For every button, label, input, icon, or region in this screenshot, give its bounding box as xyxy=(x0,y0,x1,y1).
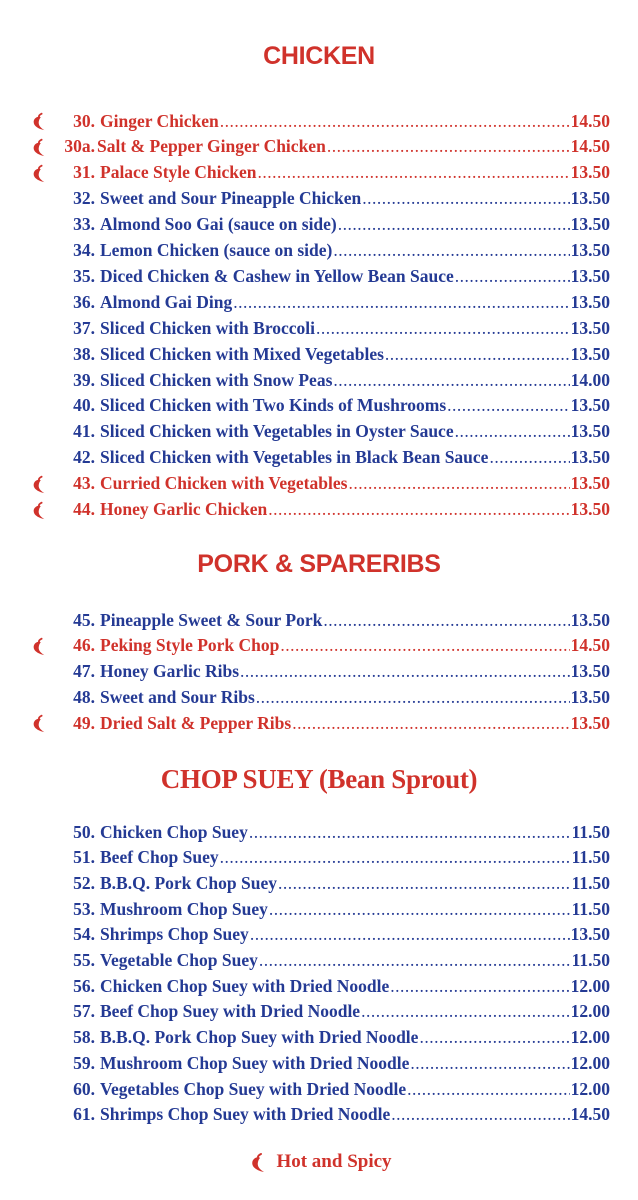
item-name: Sweet and Sour Pineapple Chicken xyxy=(100,188,362,209)
item-name: Pineapple Sweet & Sour Pork xyxy=(100,609,323,630)
dot-leader xyxy=(327,136,570,157)
item-price: 13.50 xyxy=(570,343,610,364)
item-price: 13.50 xyxy=(570,214,610,235)
menu-item xyxy=(28,162,610,184)
item-name: Shrimps Chop Suey xyxy=(100,924,249,945)
menu-item xyxy=(28,924,610,946)
dot-leader xyxy=(269,899,571,920)
menu-item xyxy=(28,110,610,132)
item-number: 46. xyxy=(73,635,95,656)
dot-leader xyxy=(280,635,569,656)
menu-item xyxy=(28,872,610,894)
item-price: 14.00 xyxy=(570,369,610,390)
pepper-slot xyxy=(28,1027,54,1049)
menu-item xyxy=(28,609,610,631)
item-name: Lemon Chicken (sauce on side) xyxy=(100,240,333,260)
item-price: 13.50 xyxy=(570,473,610,494)
item-price: 14.50 xyxy=(570,110,610,131)
dot-leader xyxy=(385,344,570,365)
item-price: 13.50 xyxy=(570,188,610,209)
item-price: 13.50 xyxy=(570,317,610,338)
item-price: 12.00 xyxy=(570,1052,610,1073)
item-price: 11.50 xyxy=(571,898,610,919)
pepper-slot xyxy=(28,343,54,365)
item-price: 11.50 xyxy=(571,847,610,868)
item-price: 11.50 xyxy=(571,821,610,842)
dot-leader xyxy=(249,822,571,843)
menu-item xyxy=(28,421,610,443)
item-price: 13.50 xyxy=(570,661,610,682)
menu-item xyxy=(28,847,610,869)
item-name: Mushroom Chop Suey xyxy=(100,898,268,919)
dot-leader xyxy=(220,847,571,868)
dot-leader xyxy=(407,1079,570,1100)
item-price: 13.50 xyxy=(570,421,610,442)
pepper-slot xyxy=(28,421,54,443)
menu-item xyxy=(28,499,610,521)
item-price: 12.00 xyxy=(570,975,610,996)
dot-leader xyxy=(419,1027,569,1048)
dot-leader xyxy=(338,214,570,235)
item-number: 61. xyxy=(73,1104,95,1125)
item-price: 13.50 xyxy=(570,240,610,260)
item-name: Vegetables Chop Suey with Dried Noodle xyxy=(100,1078,407,1099)
chili-pepper-icon xyxy=(28,473,54,495)
menu-item xyxy=(28,898,610,920)
item-number: 44. xyxy=(73,499,95,519)
menu-item xyxy=(28,291,610,313)
item-number: 36. xyxy=(73,291,95,312)
pepper-slot xyxy=(28,1052,54,1074)
menu-item xyxy=(28,1001,610,1023)
pepper-slot xyxy=(28,395,54,417)
legend-label: Hot and Spicy xyxy=(276,1151,392,1172)
dot-leader xyxy=(316,318,570,339)
menu-item xyxy=(28,686,610,708)
pepper-slot xyxy=(28,847,54,869)
menu-item xyxy=(28,635,610,657)
pepper-slot xyxy=(28,240,54,262)
item-number: 50. xyxy=(73,821,95,842)
item-number: 34. xyxy=(73,240,95,260)
item-number: 53. xyxy=(73,898,95,919)
menu-item xyxy=(28,950,610,972)
item-number: 56. xyxy=(73,975,95,996)
item-number: 39. xyxy=(73,369,95,390)
item-number: 51. xyxy=(73,847,95,868)
dot-leader xyxy=(455,421,570,442)
dot-leader xyxy=(391,1104,569,1125)
item-price: 13.50 xyxy=(570,924,610,945)
item-number: 30a. xyxy=(64,136,95,157)
menu-item xyxy=(28,214,610,236)
chili-pepper-icon xyxy=(28,162,54,184)
dot-leader xyxy=(250,924,570,945)
item-price: 13.50 xyxy=(570,499,610,519)
item-price: 12.00 xyxy=(570,1001,610,1022)
item-number: 49. xyxy=(73,712,95,733)
pepper-slot xyxy=(28,821,54,843)
item-number: 31. xyxy=(73,162,95,183)
dot-leader xyxy=(323,610,569,631)
dot-leader xyxy=(259,950,571,971)
pepper-slot xyxy=(28,872,54,894)
dot-leader xyxy=(258,162,570,183)
menu-item xyxy=(28,369,610,391)
item-name: Dried Salt & Pepper Ribs xyxy=(100,712,292,733)
item-number: 48. xyxy=(73,686,95,707)
item-name: B.B.Q. Pork Chop Suey xyxy=(100,872,277,893)
item-number: 30. xyxy=(73,110,95,131)
menu-item xyxy=(28,317,610,339)
pepper-slot xyxy=(28,1001,54,1023)
item-number: 45. xyxy=(73,609,95,630)
item-name: Palace Style Chicken xyxy=(100,162,257,183)
item-name: Peking Style Pork Chop xyxy=(100,635,280,656)
item-number: 54. xyxy=(73,924,95,945)
pepper-slot xyxy=(28,898,54,920)
menu-item xyxy=(28,975,610,997)
item-name: Ginger Chicken xyxy=(100,110,219,131)
chili-pepper-icon xyxy=(246,1151,276,1173)
pepper-slot xyxy=(28,214,54,236)
pepper-slot xyxy=(28,1104,54,1126)
menu-item xyxy=(28,1078,610,1100)
pepper-slot xyxy=(28,950,54,972)
item-price: 13.50 xyxy=(570,712,610,733)
item-name: B.B.Q. Pork Chop Suey with Dried Noodle xyxy=(100,1027,419,1048)
pepper-slot xyxy=(28,609,54,631)
pepper-slot xyxy=(28,924,54,946)
pepper-slot xyxy=(28,686,54,708)
menu-item xyxy=(28,136,610,158)
chili-pepper-icon xyxy=(28,136,54,158)
item-price: 13.50 xyxy=(570,291,610,312)
item-name: Beef Chop Suey xyxy=(100,847,219,868)
item-name: Honey Garlic Chicken xyxy=(100,499,268,519)
item-number: 55. xyxy=(73,950,95,970)
item-number: 32. xyxy=(73,188,95,209)
item-number: 58. xyxy=(73,1027,95,1048)
dot-leader xyxy=(361,1001,570,1022)
item-number: 41. xyxy=(73,421,95,442)
dot-leader xyxy=(240,661,570,682)
pepper-slot xyxy=(28,317,54,339)
section-title-pork-spareribs: PORK & SPARERIBS xyxy=(197,550,441,578)
item-name: Sliced Chicken with Snow Peas xyxy=(100,369,333,390)
item-name: Honey Garlic Ribs xyxy=(100,661,240,682)
menu-item xyxy=(28,188,610,210)
item-number: 59. xyxy=(73,1052,95,1073)
item-number: 52. xyxy=(73,872,95,893)
dot-leader xyxy=(333,370,569,391)
item-name: Diced Chicken & Cashew in Yellow Bean Sauce xyxy=(100,265,454,286)
chili-pepper-icon xyxy=(28,712,54,734)
item-name: Curried Chicken with Vegetables xyxy=(100,473,348,494)
item-number: 43. xyxy=(73,473,95,494)
dot-leader xyxy=(292,713,569,734)
item-price: 14.50 xyxy=(570,635,610,656)
item-price: 13.50 xyxy=(570,609,610,630)
item-price: 12.00 xyxy=(570,1078,610,1099)
dot-leader xyxy=(455,266,570,287)
menu-item xyxy=(28,1027,610,1049)
item-number: 57. xyxy=(73,1001,95,1022)
menu-item xyxy=(28,447,610,469)
dot-leader xyxy=(489,447,569,468)
menu-item xyxy=(28,343,610,365)
item-number: 38. xyxy=(73,343,95,364)
menu-item xyxy=(28,395,610,417)
item-name: Vegetable Chop Suey xyxy=(100,950,258,970)
item-price: 11.50 xyxy=(571,872,610,893)
menu-item xyxy=(28,821,610,843)
pepper-slot xyxy=(28,661,54,683)
item-name: Salt & Pepper Ginger Chicken xyxy=(97,136,326,157)
item-price: 12.00 xyxy=(570,1027,610,1048)
pepper-slot xyxy=(28,265,54,287)
dot-leader xyxy=(390,976,569,997)
menu-item xyxy=(28,265,610,287)
menu-item xyxy=(28,473,610,495)
item-name: Sliced Chicken with Two Kinds of Mushrooms xyxy=(100,395,447,416)
dot-leader xyxy=(362,188,569,209)
item-name: Sweet and Sour Ribs xyxy=(100,686,255,707)
menu-item xyxy=(28,1104,610,1126)
item-number: 33. xyxy=(73,214,95,235)
menu-item xyxy=(28,661,610,683)
item-price: 14.50 xyxy=(570,1104,610,1125)
dot-leader xyxy=(348,473,569,494)
dot-leader xyxy=(268,499,569,520)
item-number: 37. xyxy=(73,317,95,338)
pepper-slot xyxy=(28,975,54,997)
section-title-chop-suey: CHOP SUEY (Bean Sprout) xyxy=(160,764,478,794)
legend xyxy=(0,1147,638,1177)
dot-leader xyxy=(333,240,569,261)
item-price: 13.50 xyxy=(570,395,610,416)
dot-leader xyxy=(278,873,571,894)
pepper-slot xyxy=(28,447,54,469)
section-title-chicken: CHICKEN xyxy=(263,42,375,70)
dot-leader xyxy=(410,1053,569,1074)
item-name: Shrimps Chop Suey with Dried Noodle xyxy=(100,1104,391,1125)
item-number: 60. xyxy=(73,1078,95,1099)
menu-item xyxy=(28,712,610,734)
item-name: Chicken Chop Suey xyxy=(100,821,248,842)
pepper-slot xyxy=(28,291,54,313)
pepper-slot xyxy=(28,369,54,391)
item-name: Beef Chop Suey with Dried Noodle xyxy=(100,1001,361,1022)
dot-leader xyxy=(447,395,569,416)
chili-pepper-icon xyxy=(28,635,54,657)
pepper-slot xyxy=(28,188,54,210)
item-number: 47. xyxy=(73,661,95,682)
item-name: Almond Soo Gai (sauce on side) xyxy=(100,214,337,235)
item-price: 13.50 xyxy=(570,447,610,468)
chili-pepper-icon xyxy=(28,110,54,132)
item-name: Almond Gai Ding xyxy=(100,291,233,312)
item-number: 35. xyxy=(73,265,95,286)
item-name: Sliced Chicken with Mixed Vegetables xyxy=(100,343,384,364)
item-name: Sliced Chicken with Vegetables in Black Bean Sauce xyxy=(100,447,489,468)
item-price: 13.50 xyxy=(570,162,610,183)
item-number: 40. xyxy=(73,395,95,416)
menu-item xyxy=(28,240,610,262)
item-price: 11.50 xyxy=(571,950,610,970)
pepper-slot xyxy=(28,1078,54,1100)
dot-leader xyxy=(220,111,570,132)
item-price: 13.50 xyxy=(570,265,610,286)
item-number: 42. xyxy=(73,447,95,468)
dot-leader xyxy=(233,292,569,313)
item-name: Mushroom Chop Suey with Dried Noodle xyxy=(100,1052,410,1073)
chili-pepper-icon xyxy=(28,499,54,521)
item-price: 14.50 xyxy=(570,136,610,157)
menu-item xyxy=(28,1052,610,1074)
item-name: Sliced Chicken with Vegetables in Oyster Sauce xyxy=(100,421,454,442)
dot-leader xyxy=(256,687,570,708)
item-name: Sliced Chicken with Broccoli xyxy=(100,317,316,338)
item-name: Chicken Chop Suey with Dried Noodle xyxy=(100,975,390,996)
item-price: 13.50 xyxy=(570,686,610,707)
